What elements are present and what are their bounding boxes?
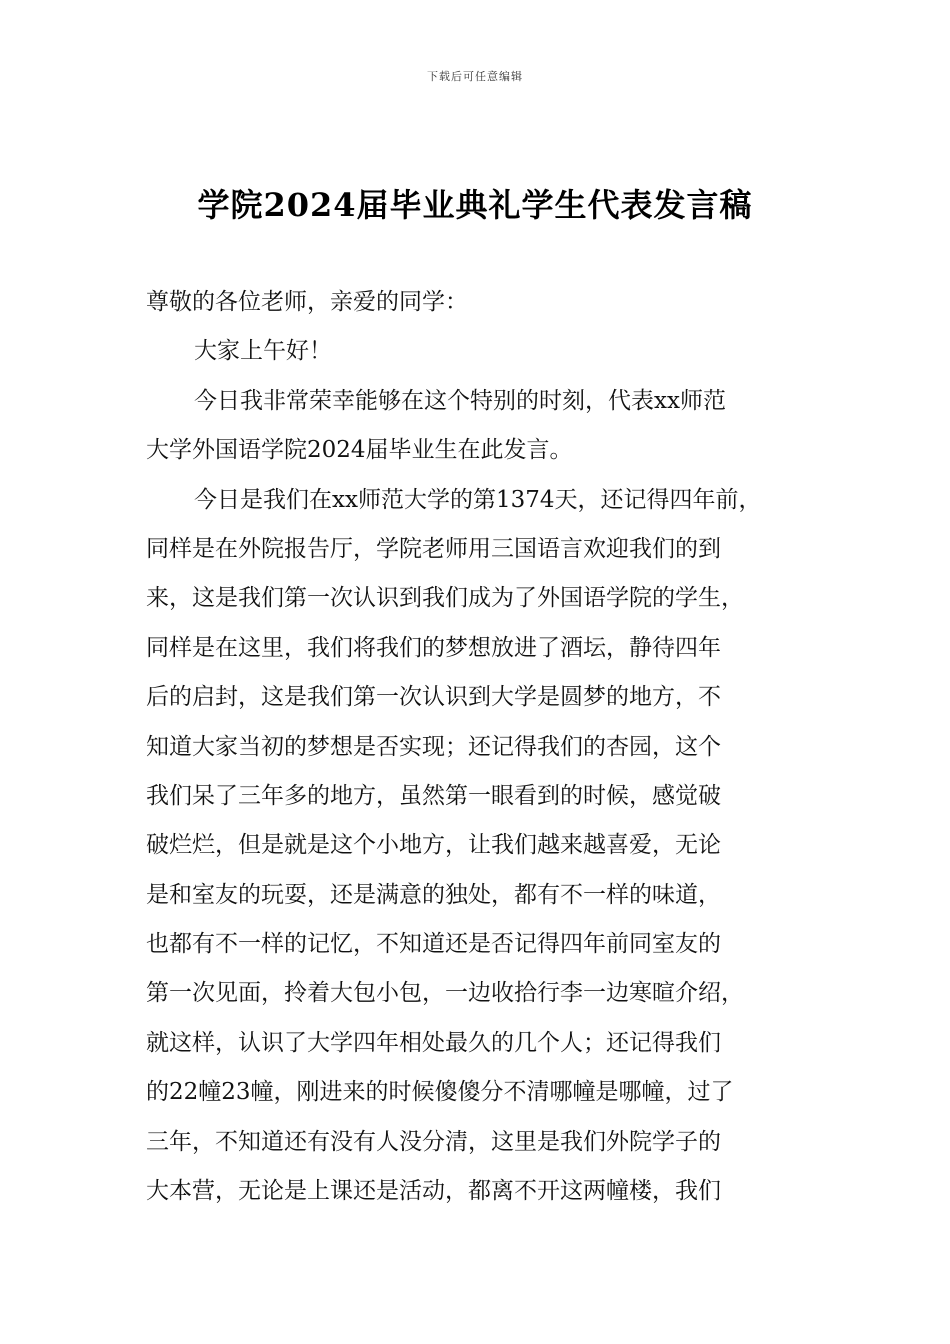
body-line: 今日是我们在xx师范大学的第1374天，还记得四年前，: [194, 486, 762, 513]
body-line: 第一次见面，拎着大包小包，一边收拾行李一边寒暄介绍，: [146, 980, 744, 1007]
body-line: 大学外国语学院2024届毕业生在此发言。: [146, 437, 573, 464]
body-line: 今日我非常荣幸能够在这个特别的时刻，代表xx师范: [194, 387, 726, 414]
document-body: [146, 284, 826, 1222]
body-line: 的22幢23幢，刚进来的时候傻傻分不清哪幢是哪幢，过了: [146, 1079, 734, 1106]
document-title: 学院2024届毕业典礼学生代表发言稿: [197, 186, 753, 224]
body-line: 就这样，认识了大学四年相处最久的几个人；还记得我们: [146, 1029, 721, 1056]
body-line: 尊敬的各位老师，亲爱的同学：: [146, 289, 468, 315]
body-line: 也都有不一样的记忆，不知道还是否记得四年前同室友的: [146, 931, 721, 958]
body-line: 后的启封，这是我们第一次认识到大学是圆梦的地方，不: [146, 684, 721, 711]
body-line: 我们呆了三年多的地方，虽然第一眼看到的时候，感觉破: [146, 782, 721, 809]
body-line: 来，这是我们第一次认识到我们成为了外国语学院的学生，: [146, 585, 744, 612]
body-line: 三年，不知道还有没有人没分清，这里是我们外院学子的: [146, 1128, 721, 1155]
body-line: 知道大家当初的梦想是否实现；还记得我们的杏园，这个: [146, 733, 721, 760]
body-line: 大家上午好！: [194, 338, 332, 365]
body-line: 是和室友的玩耍，还是满意的独处，都有不一样的味道，: [146, 881, 721, 908]
header-note: 下载后可任意编辑: [427, 70, 523, 83]
body-line: 同样是在这里，我们将我们的梦想放进了酒坛，静待四年: [146, 634, 721, 661]
body-line: 同样是在外院报告厅，学院老师用三国语言欢迎我们的到: [146, 535, 721, 562]
body-line: 破烂烂，但是就是这个小地方，让我们越来越喜爱，无论: [146, 832, 721, 859]
body-line: 大本营，无论是上课还是活动，都离不开这两幢楼，我们: [146, 1178, 721, 1205]
